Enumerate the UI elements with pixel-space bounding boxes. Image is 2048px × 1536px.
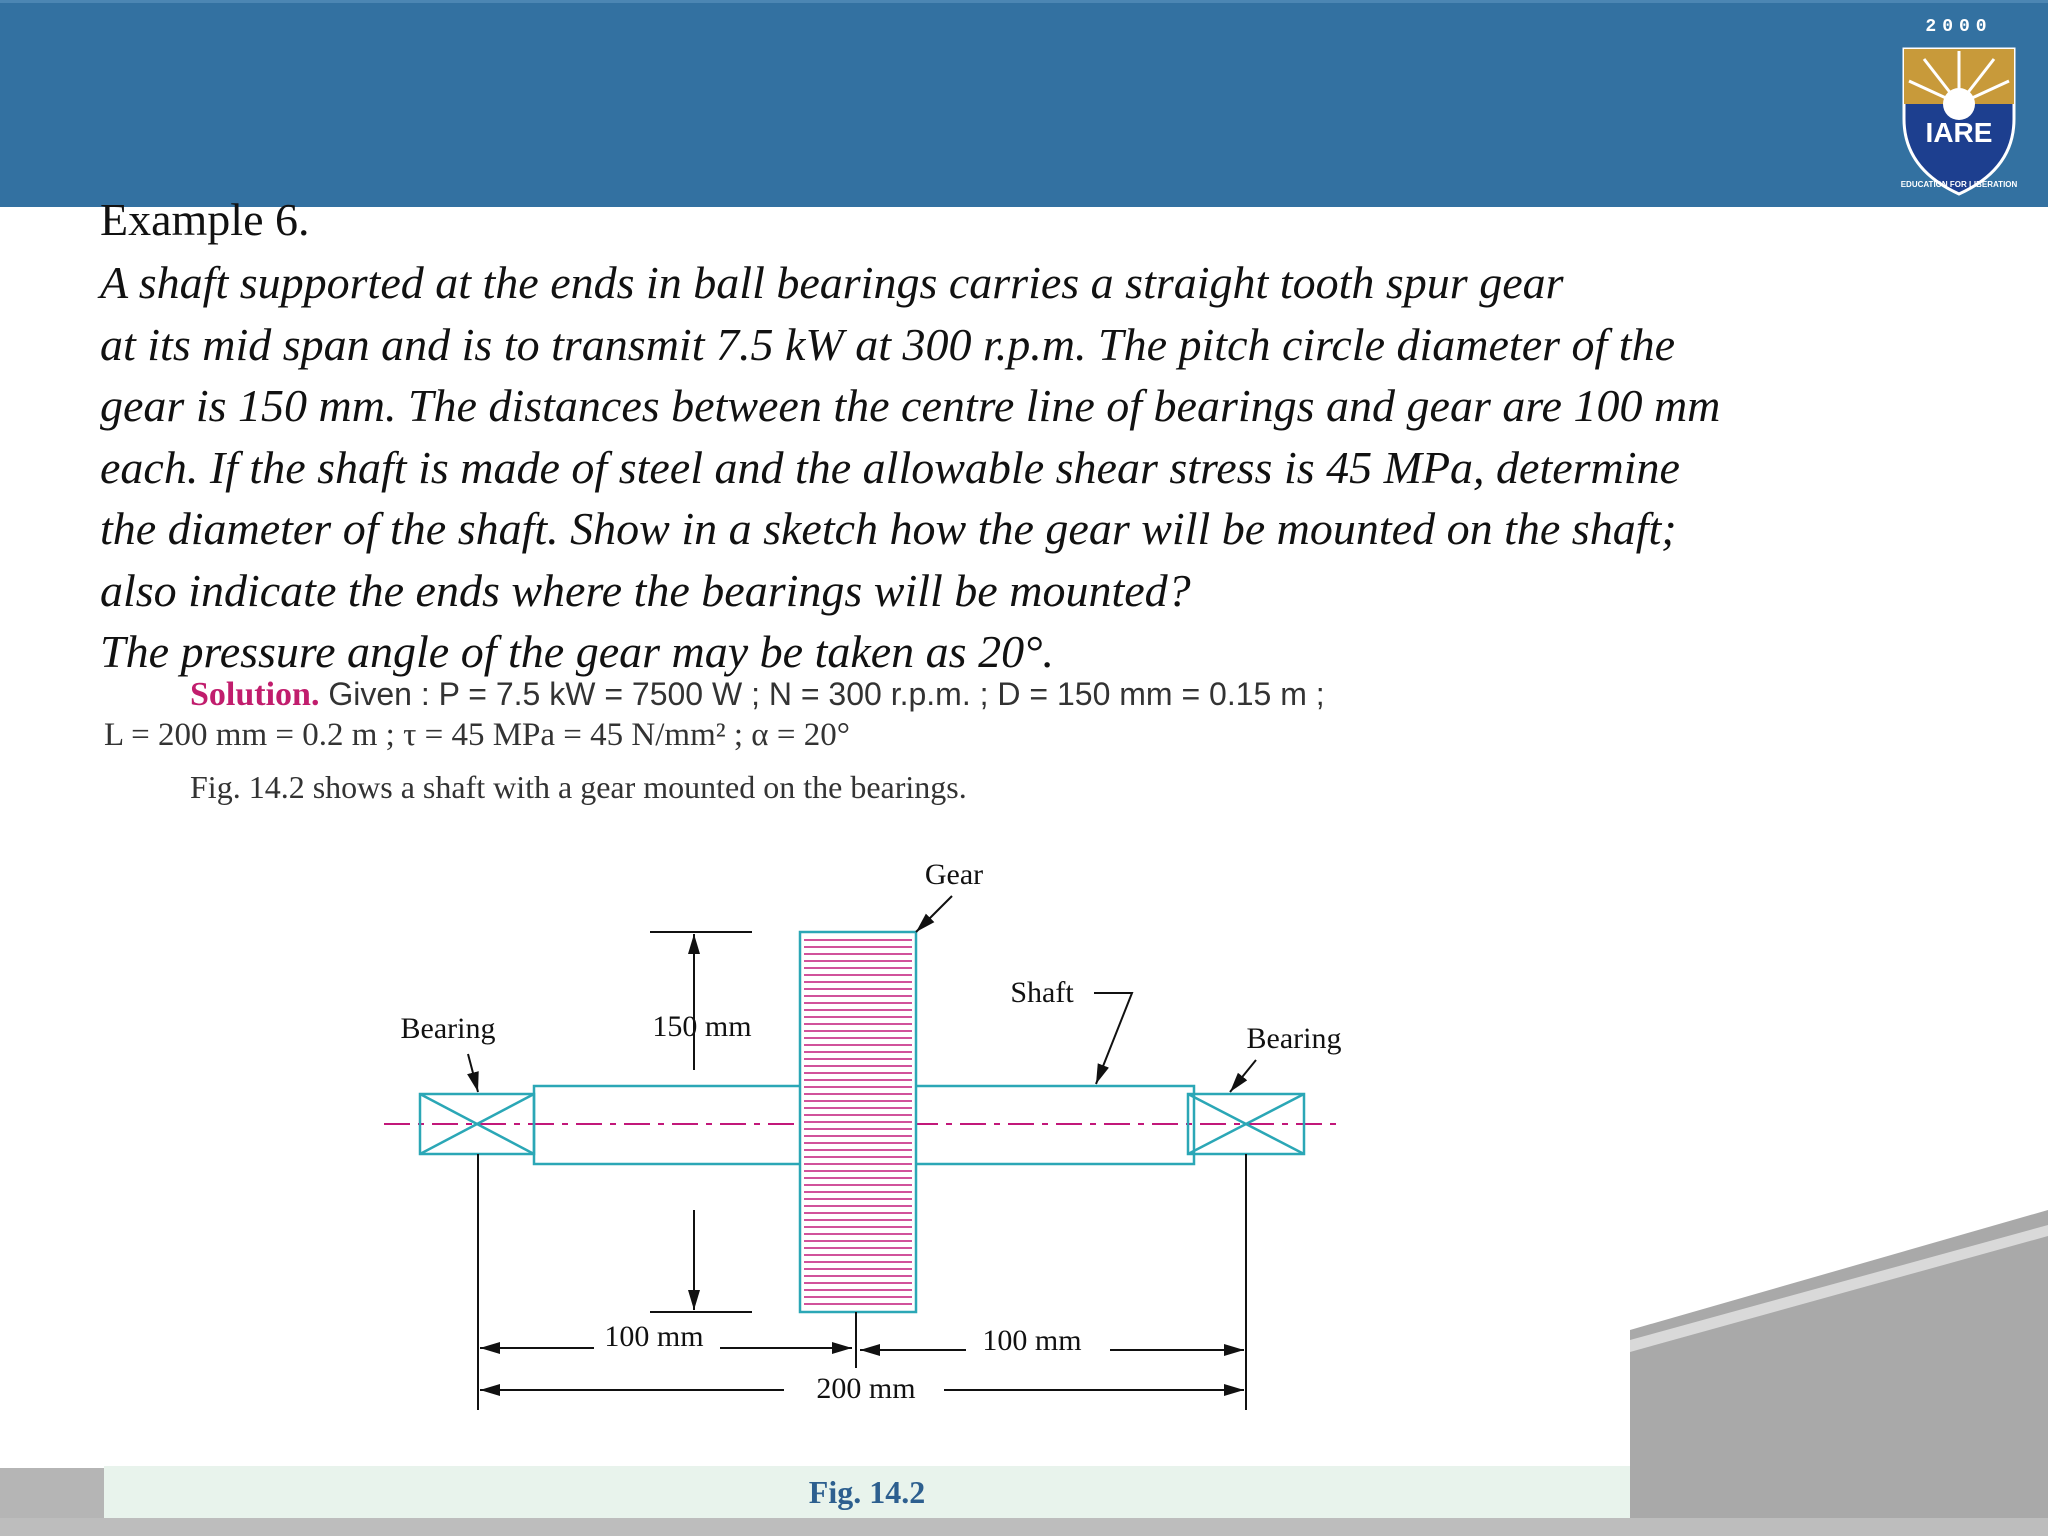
problem-line: the diameter of the shaft. Show in a sketch how the gear will be mounted on the shaft; — [100, 503, 1677, 554]
total-span-label: 200 mm — [816, 1372, 916, 1405]
problem-line: at its mid span and is to transmit 7.5 kW at 300 r.p.m. The pitch circle diameter of the — [100, 318, 1675, 370]
gear — [800, 932, 916, 1312]
problem-line: gear is 150 mm. The distances between the centre line of bearings and gear are 100 mm — [100, 380, 1721, 431]
shaft-label: Shaft — [1010, 976, 1074, 1009]
figure-caption: Fig. 14.2 — [808, 1474, 926, 1510]
bearing-right-label: Bearing — [1246, 1022, 1342, 1055]
right-span-label: 100 mm — [982, 1324, 1082, 1357]
shaft-gear-figure — [104, 830, 1630, 1450]
pitch-dia-dimension — [650, 932, 752, 1312]
solution-given: Given : P = 7.5 kW = 7500 W ; N = 300 r.p.m. ; D = 150 mm = 0.15 m ; — [328, 676, 1325, 712]
logo-year: 2000 — [1925, 17, 1993, 37]
example-title: Example 6. — [100, 194, 310, 245]
problem-line: A shaft supported at the ends in ball bearings carries a straight tooth spur gear — [100, 257, 1564, 308]
solution-line-2: L = 200 mm = 0.2 m ; τ = 45 MPa = 45 N/mm² ; α = 20° — [104, 717, 850, 753]
solution-block — [104, 674, 1654, 807]
problem-line: The pressure angle of the gear may be taken as 20°. — [100, 626, 1054, 677]
left-span-label: 100 mm — [604, 1320, 704, 1353]
gear-leader — [916, 896, 952, 932]
logo-motto: EDUCATION FOR LIBERATION — [1900, 180, 2018, 189]
header-bar — [0, 0, 2048, 207]
solution-line-3: Fig. 14.2 shows a shaft with a gear mounted on the bearings. — [190, 769, 967, 805]
solution-label: Solution. — [190, 676, 320, 713]
shaft-leader — [1094, 993, 1132, 1084]
solution-given-line — [104, 674, 1654, 715]
problem-line: also indicate the ends where the bearings will be mounted? — [100, 564, 1191, 616]
problem-statement — [100, 252, 2020, 683]
figure-caption-bar — [104, 1466, 1630, 1518]
logo-text: IARE — [1925, 117, 1993, 148]
iare-logo — [1884, 9, 2034, 209]
bearing-left-label: Bearing — [400, 1012, 496, 1045]
bearing-right-leader — [1230, 1060, 1256, 1092]
pitch-dia-label: 150 mm — [652, 1010, 752, 1043]
bearing-left-leader — [468, 1054, 478, 1092]
gear-label: Gear — [924, 858, 984, 891]
problem-line: each. If the shaft is made of steel and the allowable shear stress is 45 MPa, determine — [100, 441, 1680, 493]
